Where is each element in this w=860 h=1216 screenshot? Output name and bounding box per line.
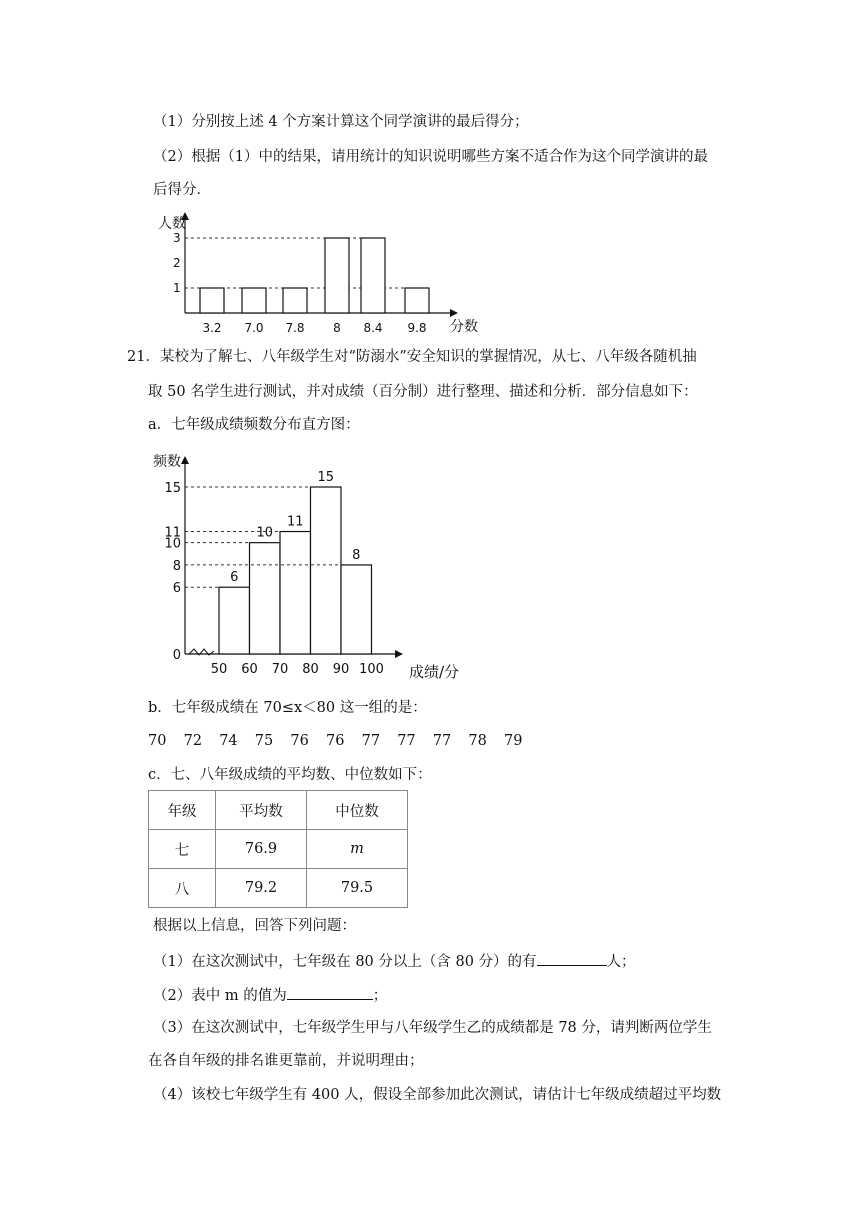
answer-blank-2[interactable] — [287, 984, 373, 1000]
score-value: 70 — [148, 733, 167, 749]
score-value: 72 — [183, 733, 203, 749]
bar-label: 11 — [286, 514, 304, 530]
x-tick-label: 70 — [271, 662, 289, 677]
sub-question-3-line1: （3）在这次测试中，七年级学生甲与八年级学生乙的成绩都是 78 分，请判断两位学生 — [153, 1020, 712, 1036]
item-c: c．七、八年级成绩的平均数、中位数如下： — [148, 767, 432, 783]
q21-stem-line1: 21．某校为了解七、八年级学生对“防溺水”安全知识的掌握情况，从七、八年级各随机抽 — [127, 349, 697, 365]
bar — [361, 238, 385, 313]
score-value: 76 — [326, 733, 345, 749]
bar-label: 8 — [352, 547, 361, 563]
y-tick-label: 0 — [172, 648, 181, 663]
x-tick-label: 7.0 — [244, 321, 264, 335]
sub-question-2 — [153, 984, 387, 1006]
y-axis-label: 频数 — [153, 454, 181, 470]
sub-question-4: （4）该校七年级学生有 400 人，假设全部参加此次测试，请估计七年级成绩超过平均数 — [153, 1087, 722, 1103]
x-tick-label: 9.8 — [407, 321, 427, 335]
x-axis-arrow — [450, 309, 458, 317]
x-axis-arrow — [395, 650, 403, 658]
x-tick-label: 8.4 — [363, 321, 383, 335]
bar — [405, 288, 429, 313]
table-cell: m — [307, 830, 408, 869]
bar — [325, 238, 349, 313]
x-axis-label: 分数 — [450, 319, 478, 335]
item-a: a．七年级成绩频数分布直方图： — [148, 417, 360, 433]
table-cell: 79.2 — [216, 869, 307, 908]
score-bar-chart — [160, 208, 480, 338]
table-cell: 79.5 — [307, 869, 408, 908]
bar-label: 10 — [256, 525, 274, 541]
y-tick-label: 3 — [173, 231, 181, 245]
sub1-text: （1）在这次测试中，七年级在 80 分以上（含 80 分）的有 — [153, 954, 537, 970]
score-value: 77 — [432, 733, 452, 749]
table-cell: 八 — [149, 869, 216, 908]
x-tick-label: 100 — [359, 662, 384, 677]
score-value: 75 — [254, 733, 274, 749]
table-row — [149, 869, 408, 908]
q20-part2-line1: （2）根据（1）中的结果，请用统计的知识说明哪些方案不适合作为这个同学演讲的最 — [153, 149, 708, 165]
q21-stem-line2: 取 50 名学生进行测试，并对成绩（百分制）进行整理、描述和分析．部分信息如下： — [148, 384, 698, 400]
x-tick-label: 8 — [333, 321, 341, 335]
histogram-bar — [219, 587, 250, 654]
table-row — [149, 830, 408, 869]
bar-label: 6 — [230, 570, 239, 586]
y-tick-label: 10 — [164, 536, 181, 552]
table-cell: 76.9 — [216, 830, 307, 869]
q20-part2-line2: 后得分． — [153, 182, 211, 198]
x-tick-label: 80 — [302, 662, 319, 677]
item-b: b．七年级成绩在 70≤x＜80 这一组的是： — [148, 700, 427, 716]
y-tick-label: 2 — [173, 256, 181, 270]
y-tick-label: 11 — [164, 525, 181, 541]
score-value: 78 — [468, 733, 487, 749]
info-line: 根据以上信息，回答下列问题： — [153, 918, 356, 934]
histogram-bar — [280, 532, 311, 654]
y-axis-arrow — [181, 456, 189, 464]
header-cell: 中位数 — [307, 791, 408, 830]
score-value: 76 — [290, 733, 309, 749]
x-tick-label: 50 — [210, 662, 228, 677]
y-tick-label: 6 — [172, 581, 181, 597]
bar-label: 15 — [317, 470, 335, 485]
x-axis-label: 成绩/分 — [409, 663, 460, 681]
x-tick-label: 60 — [241, 662, 258, 677]
y-axis-label: 人数 — [158, 216, 186, 232]
score-value: 74 — [219, 733, 238, 749]
header-cell: 年级 — [149, 791, 216, 830]
y-tick-label: 15 — [164, 481, 181, 496]
bar — [283, 288, 307, 313]
bar — [242, 288, 266, 313]
score-value: 79 — [504, 733, 523, 749]
bar — [200, 288, 224, 313]
x-tick-label: 7.8 — [285, 321, 305, 335]
x-tick-label: 90 — [332, 662, 350, 677]
histogram-bar — [250, 543, 281, 654]
x-tick-label: 3.2 — [202, 321, 222, 335]
y-tick-label: 8 — [172, 558, 181, 574]
table-header-row — [149, 791, 408, 830]
sub2-text: （2）表中 m 的值为 — [153, 988, 287, 1004]
header-cell: 平均数 — [216, 791, 307, 830]
table-cell: 七 — [149, 830, 216, 869]
y-tick-label: 1 — [173, 281, 181, 295]
sub2-suffix: ； — [372, 988, 388, 1004]
score-value: 77 — [361, 733, 381, 749]
answer-blank-1[interactable] — [537, 950, 607, 966]
histogram-bar — [311, 487, 342, 654]
sub-question-3-line2: 在各自年级的排名谁更靠前，并说明理由； — [148, 1053, 424, 1069]
sub-question-1 — [153, 950, 636, 972]
histogram-bar — [341, 565, 372, 654]
sub1-suffix: 人； — [606, 954, 636, 970]
score-value: 77 — [397, 733, 416, 749]
grade7-histogram — [145, 452, 485, 682]
q20-part1: （1）分别按上述 4 个方案计算这个同学演讲的最后得分； — [153, 114, 529, 130]
mean-median-table — [148, 790, 408, 908]
